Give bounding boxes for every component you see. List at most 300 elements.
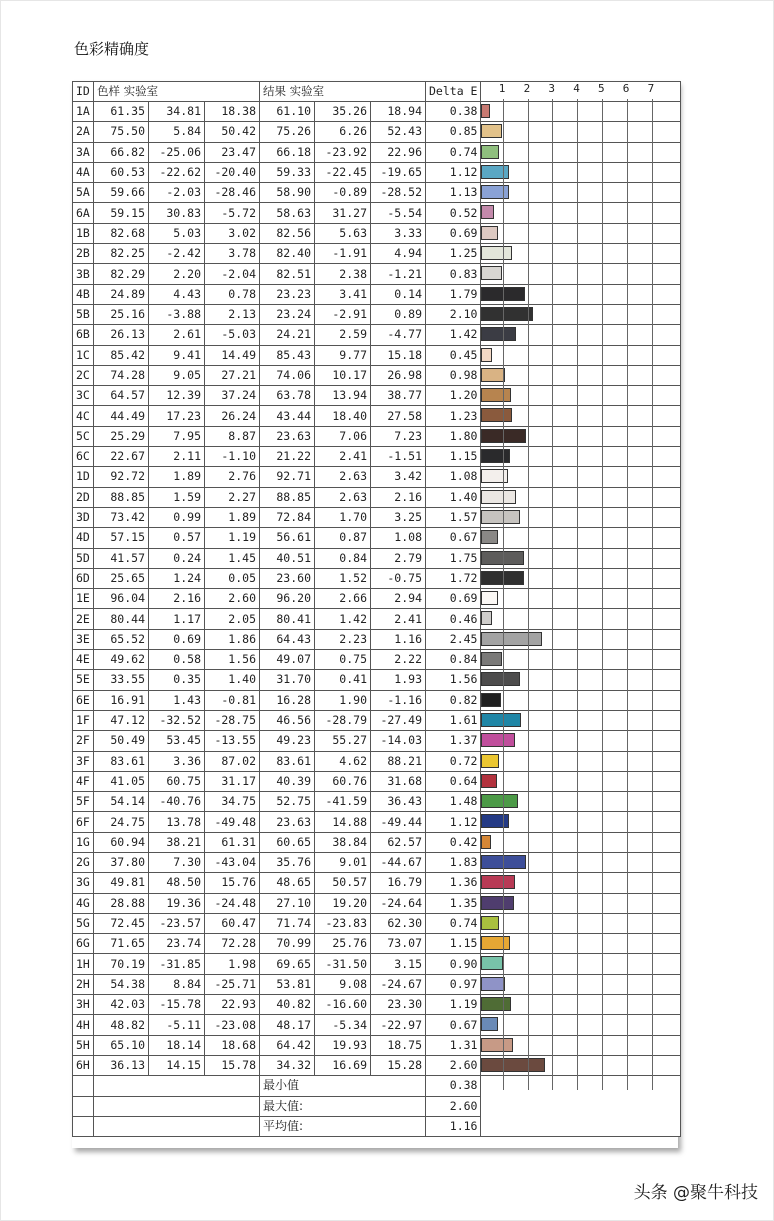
table-row — [73, 548, 681, 568]
result-lab-value: 2.79 — [371, 548, 426, 568]
result-lab-value: 1.42 — [315, 609, 371, 629]
result-lab-value: 85.43 — [260, 345, 315, 365]
delta-e-bar — [481, 408, 512, 422]
sample-lab-value: -23.57 — [149, 913, 205, 933]
sample-lab-value: 54.14 — [94, 792, 149, 812]
sample-lab-value: 71.65 — [94, 934, 149, 954]
delta-e-bar — [481, 490, 516, 504]
sample-lab-value: 72.28 — [205, 934, 260, 954]
result-lab-value: -14.03 — [371, 731, 426, 751]
result-lab-value: 3.15 — [371, 954, 426, 974]
result-lab-value: -28.52 — [371, 183, 426, 203]
result-lab-value: 23.63 — [260, 426, 315, 446]
delta-e-bar — [481, 124, 502, 138]
result-lab-value: -44.67 — [371, 852, 426, 872]
table-row — [73, 487, 681, 507]
sample-lab-value: 64.57 — [94, 386, 149, 406]
delta-e-bar — [481, 449, 510, 463]
result-lab-value: 14.88 — [315, 812, 371, 832]
result-lab-value: 7.23 — [371, 426, 426, 446]
sample-lab-value: 27.21 — [205, 365, 260, 385]
sample-lab-value: 3.02 — [205, 223, 260, 243]
row-id: 6H — [73, 1055, 94, 1075]
delta-e-value: 0.83 — [426, 264, 481, 284]
table-row — [73, 954, 681, 974]
delta-e-value: 1.31 — [426, 1035, 481, 1055]
delta-e-bar — [481, 348, 492, 362]
result-lab-value: 2.41 — [371, 609, 426, 629]
result-lab-value: -1.21 — [371, 264, 426, 284]
delta-e-bar — [481, 956, 503, 970]
table-row — [73, 1035, 681, 1055]
result-lab-value: 46.56 — [260, 710, 315, 730]
result-lab-value: 2.63 — [315, 467, 371, 487]
result-lab-value: 23.60 — [260, 568, 315, 588]
delta-e-bar — [481, 835, 491, 849]
delta-e-value: 1.20 — [426, 386, 481, 406]
result-lab-value: -41.59 — [315, 792, 371, 812]
sample-lab-value: -32.52 — [149, 710, 205, 730]
table-row — [73, 609, 681, 629]
sample-lab-value: 73.42 — [94, 507, 149, 527]
result-lab-value: 3.42 — [371, 467, 426, 487]
delta-e-bar — [481, 266, 502, 280]
result-lab-value: 21.22 — [260, 447, 315, 467]
row-id: 2D — [73, 487, 94, 507]
delta-e-bar — [481, 1017, 498, 1031]
sample-lab-value: 80.44 — [94, 609, 149, 629]
sample-lab-value: 34.75 — [205, 792, 260, 812]
result-lab-value: 24.21 — [260, 325, 315, 345]
sample-lab-value: 54.38 — [94, 974, 149, 994]
table-row — [73, 934, 681, 954]
delta-e-bar — [481, 1058, 545, 1072]
delta-e-bar — [481, 774, 497, 788]
result-lab-value: -24.67 — [371, 974, 426, 994]
delta-e-value: 0.52 — [426, 203, 481, 223]
sample-lab-value: 25.65 — [94, 568, 149, 588]
sample-lab-value: -2.04 — [205, 264, 260, 284]
delta-e-value: 2.10 — [426, 304, 481, 324]
result-lab-value: -1.16 — [371, 690, 426, 710]
sample-lab-value: -2.42 — [149, 244, 205, 264]
sample-lab-value: 28.88 — [94, 893, 149, 913]
result-lab-value: 0.87 — [315, 528, 371, 548]
result-lab-value: 75.26 — [260, 122, 315, 142]
result-lab-value: 2.41 — [315, 447, 371, 467]
sample-lab-value: 5.03 — [149, 223, 205, 243]
result-lab-value: 3.33 — [371, 223, 426, 243]
result-lab-value: 0.14 — [371, 284, 426, 304]
table-row — [73, 345, 681, 365]
result-lab-value: 49.23 — [260, 731, 315, 751]
table-row — [73, 223, 681, 243]
row-id: 6A — [73, 203, 94, 223]
delta-e-value: 1.37 — [426, 731, 481, 751]
table-row — [73, 792, 681, 812]
sample-lab-value: 2.13 — [205, 304, 260, 324]
table-row — [73, 873, 681, 893]
result-lab-value: -1.51 — [371, 447, 426, 467]
sample-lab-value: 48.50 — [149, 873, 205, 893]
row-id: 4D — [73, 528, 94, 548]
result-lab-value: 60.65 — [260, 832, 315, 852]
row-id: 1F — [73, 710, 94, 730]
result-lab-value: 18.75 — [371, 1035, 426, 1055]
row-id: 3C — [73, 386, 94, 406]
delta-e-bar — [481, 814, 509, 828]
result-lab-value: 40.82 — [260, 995, 315, 1015]
sample-lab-value: 34.81 — [149, 102, 205, 122]
result-lab-value: 1.93 — [371, 670, 426, 690]
table-row — [73, 304, 681, 324]
sample-lab-value: 0.57 — [149, 528, 205, 548]
sample-lab-value: 87.02 — [205, 751, 260, 771]
row-id: 2F — [73, 731, 94, 751]
delta-e-value: 1.83 — [426, 852, 481, 872]
delta-e-value: 1.48 — [426, 792, 481, 812]
sample-lab-value: -31.85 — [149, 954, 205, 974]
result-lab-value: 16.28 — [260, 690, 315, 710]
axis-gridline — [503, 99, 504, 1090]
sample-lab-value: 44.49 — [94, 406, 149, 426]
axis-gridline — [652, 99, 653, 1090]
table-row — [73, 528, 681, 548]
header-result-lab: 结果 实验室 — [260, 82, 426, 102]
result-lab-value: 1.70 — [315, 507, 371, 527]
table-row — [73, 447, 681, 467]
table-body — [73, 102, 681, 1137]
sample-lab-value: 1.40 — [205, 670, 260, 690]
result-lab-value: -4.77 — [371, 325, 426, 345]
sample-lab-value: 3.36 — [149, 751, 205, 771]
delta-e-value: 1.19 — [426, 995, 481, 1015]
delta-e-value: 1.42 — [426, 325, 481, 345]
result-lab-value: 9.01 — [315, 852, 371, 872]
table-row — [73, 670, 681, 690]
sample-lab-value: 23.47 — [205, 142, 260, 162]
result-lab-value: 2.22 — [371, 650, 426, 670]
result-lab-value: 35.76 — [260, 852, 315, 872]
sample-lab-value: 70.19 — [94, 954, 149, 974]
axis-tick-label: 5 — [598, 82, 605, 95]
table-header-row — [73, 82, 681, 102]
summary-blank — [73, 1076, 94, 1096]
row-id: 3B — [73, 264, 94, 284]
table-row — [73, 386, 681, 406]
row-id: 3D — [73, 507, 94, 527]
delta-e-bar — [481, 510, 520, 524]
delta-e-value: 2.45 — [426, 629, 481, 649]
result-lab-value: 59.33 — [260, 162, 315, 182]
sample-lab-value: 59.15 — [94, 203, 149, 223]
row-id: 4C — [73, 406, 94, 426]
sample-lab-value: 82.29 — [94, 264, 149, 284]
color-accuracy-table — [72, 81, 681, 1137]
delta-e-bar — [481, 307, 533, 321]
result-lab-value: 25.76 — [315, 934, 371, 954]
row-id: 3E — [73, 629, 94, 649]
row-id: 4E — [73, 650, 94, 670]
result-lab-value: 82.51 — [260, 264, 315, 284]
result-lab-value: 0.75 — [315, 650, 371, 670]
sample-lab-value: 23.74 — [149, 934, 205, 954]
page-title: 色彩精确度 — [74, 40, 150, 58]
row-id: 3F — [73, 751, 94, 771]
table-row — [73, 832, 681, 852]
delta-e-value: 1.08 — [426, 467, 481, 487]
result-lab-value: 2.59 — [315, 325, 371, 345]
result-lab-value: 19.20 — [315, 893, 371, 913]
result-lab-value: 26.98 — [371, 365, 426, 385]
sample-lab-value: 14.49 — [205, 345, 260, 365]
result-lab-value: -22.97 — [371, 1015, 426, 1035]
result-lab-value: 18.94 — [371, 102, 426, 122]
table-row — [73, 690, 681, 710]
result-lab-value: 64.42 — [260, 1035, 315, 1055]
summary-value: 0.38 — [426, 1076, 481, 1096]
result-lab-value: 15.28 — [371, 1055, 426, 1075]
result-lab-value: 60.76 — [315, 771, 371, 791]
result-lab-value: 88.21 — [371, 751, 426, 771]
result-lab-value: 9.77 — [315, 345, 371, 365]
table-row — [73, 771, 681, 791]
sample-lab-value: 41.57 — [94, 548, 149, 568]
sample-lab-value: 7.30 — [149, 852, 205, 872]
table-row — [73, 650, 681, 670]
result-lab-value: 1.90 — [315, 690, 371, 710]
axis-gridline — [552, 99, 553, 1090]
row-id: 5D — [73, 548, 94, 568]
table-row — [73, 142, 681, 162]
result-lab-value: 62.57 — [371, 832, 426, 852]
delta-e-bar — [481, 327, 516, 341]
result-lab-value: 2.66 — [315, 589, 371, 609]
sample-lab-value: 57.15 — [94, 528, 149, 548]
result-lab-value: -23.83 — [315, 913, 371, 933]
sample-lab-value: 1.24 — [149, 568, 205, 588]
sample-lab-value: 36.13 — [94, 1055, 149, 1075]
delta-e-bar — [481, 469, 508, 483]
result-lab-value: 53.81 — [260, 974, 315, 994]
sample-lab-value: 66.82 — [94, 142, 149, 162]
sample-lab-value: 22.67 — [94, 447, 149, 467]
result-lab-value: -23.92 — [315, 142, 371, 162]
row-id: 6E — [73, 690, 94, 710]
sample-lab-value: 2.11 — [149, 447, 205, 467]
delta-e-bar — [481, 246, 512, 260]
table-row — [73, 325, 681, 345]
delta-e-value: 0.74 — [426, 142, 481, 162]
sample-lab-value: -43.04 — [205, 852, 260, 872]
result-lab-value: 52.75 — [260, 792, 315, 812]
sample-lab-value: -5.72 — [205, 203, 260, 223]
row-id: 5C — [73, 426, 94, 446]
result-lab-value: 62.30 — [371, 913, 426, 933]
sample-lab-value: 9.05 — [149, 365, 205, 385]
delta-e-value: 0.84 — [426, 650, 481, 670]
summary-value: 2.60 — [426, 1096, 481, 1116]
sample-lab-value: 22.93 — [205, 995, 260, 1015]
result-lab-value: 88.85 — [260, 487, 315, 507]
table-row — [73, 102, 681, 122]
sample-lab-value: 9.41 — [149, 345, 205, 365]
delta-e-value: 0.67 — [426, 1015, 481, 1035]
delta-e-bar — [481, 997, 511, 1011]
result-lab-value: 70.99 — [260, 934, 315, 954]
result-lab-value: 2.23 — [315, 629, 371, 649]
summary-bar-blank — [481, 1116, 681, 1136]
delta-e-value: 1.13 — [426, 183, 481, 203]
sample-lab-value: -40.76 — [149, 792, 205, 812]
table-row — [73, 365, 681, 385]
delta-e-value: 2.60 — [426, 1055, 481, 1075]
delta-e-value: 1.57 — [426, 507, 481, 527]
sample-lab-value: -1.10 — [205, 447, 260, 467]
header-id: ID — [73, 82, 94, 102]
sample-lab-value: -22.62 — [149, 162, 205, 182]
table-row — [73, 1015, 681, 1035]
sample-lab-value: 60.75 — [149, 771, 205, 791]
result-lab-value: 40.39 — [260, 771, 315, 791]
sample-lab-value: 38.21 — [149, 832, 205, 852]
summary-blank — [94, 1096, 260, 1116]
sample-lab-value: 1.43 — [149, 690, 205, 710]
axis-gridline — [577, 99, 578, 1090]
result-lab-value: 36.43 — [371, 792, 426, 812]
table-row — [73, 426, 681, 446]
result-lab-value: 92.71 — [260, 467, 315, 487]
result-lab-value: -31.50 — [315, 954, 371, 974]
sample-lab-value: 1.89 — [149, 467, 205, 487]
delta-e-value: 0.98 — [426, 365, 481, 385]
delta-e-bar — [481, 733, 515, 747]
delta-e-value: 0.64 — [426, 771, 481, 791]
axis-gridline — [528, 99, 529, 1090]
delta-e-value: 0.90 — [426, 954, 481, 974]
result-lab-value: 18.40 — [315, 406, 371, 426]
row-id: 1H — [73, 954, 94, 974]
sample-lab-value: 8.87 — [205, 426, 260, 446]
sample-lab-value: 19.36 — [149, 893, 205, 913]
table-row — [73, 284, 681, 304]
delta-e-value: 1.72 — [426, 568, 481, 588]
sample-lab-value: -20.40 — [205, 162, 260, 182]
summary-bar-blank — [481, 1096, 681, 1116]
delta-e-bar — [481, 713, 521, 727]
sample-lab-value: 59.66 — [94, 183, 149, 203]
result-lab-value: -19.65 — [371, 162, 426, 182]
row-id: 2B — [73, 244, 94, 264]
row-id: 6D — [73, 568, 94, 588]
result-lab-value: 56.61 — [260, 528, 315, 548]
sample-lab-value: 48.82 — [94, 1015, 149, 1035]
header-delta-e: Delta E — [426, 82, 481, 102]
sample-lab-value: 72.45 — [94, 913, 149, 933]
sample-lab-value: -15.78 — [149, 995, 205, 1015]
delta-e-bar — [481, 530, 498, 544]
result-lab-value: -22.45 — [315, 162, 371, 182]
table-row — [73, 974, 681, 994]
result-lab-value: 16.69 — [315, 1055, 371, 1075]
delta-e-bar — [481, 205, 494, 219]
row-id: 1D — [73, 467, 94, 487]
row-id: 4H — [73, 1015, 94, 1035]
result-lab-value: 71.74 — [260, 913, 315, 933]
table-row — [73, 568, 681, 588]
result-lab-value: -0.75 — [371, 568, 426, 588]
summary-row — [73, 1076, 681, 1096]
table-row — [73, 913, 681, 933]
sample-lab-value: 25.16 — [94, 304, 149, 324]
row-id: 5G — [73, 913, 94, 933]
result-lab-value: 80.41 — [260, 609, 315, 629]
sample-lab-value: 2.60 — [205, 589, 260, 609]
result-lab-value: 58.90 — [260, 183, 315, 203]
delta-e-bar — [481, 652, 502, 666]
delta-e-bar — [481, 104, 490, 118]
sample-lab-value: 53.45 — [149, 731, 205, 751]
axis-tick-label: 2 — [523, 82, 531, 95]
delta-e-value: 0.69 — [426, 589, 481, 609]
row-id: 5F — [73, 792, 94, 812]
summary-blank — [73, 1116, 94, 1136]
result-lab-value: 83.61 — [260, 751, 315, 771]
sample-lab-value: 17.23 — [149, 406, 205, 426]
row-id: 3A — [73, 142, 94, 162]
sample-lab-value: 61.35 — [94, 102, 149, 122]
sample-lab-value: 24.75 — [94, 812, 149, 832]
row-id: 4A — [73, 162, 94, 182]
result-lab-value: 48.65 — [260, 873, 315, 893]
delta-e-value: 1.40 — [426, 487, 481, 507]
sample-lab-value: 60.53 — [94, 162, 149, 182]
sample-lab-value: 42.03 — [94, 995, 149, 1015]
sample-lab-value: 49.62 — [94, 650, 149, 670]
row-id: 5E — [73, 670, 94, 690]
sample-lab-value: 0.58 — [149, 650, 205, 670]
result-lab-value: 52.43 — [371, 122, 426, 142]
sample-lab-value: -49.48 — [205, 812, 260, 832]
row-id: 3G — [73, 873, 94, 893]
summary-label: 平均值: — [260, 1116, 426, 1136]
result-lab-value: 23.30 — [371, 995, 426, 1015]
result-lab-value: 43.44 — [260, 406, 315, 426]
sample-lab-value: -25.71 — [205, 974, 260, 994]
result-lab-value: 50.57 — [315, 873, 371, 893]
sample-lab-value: -23.08 — [205, 1015, 260, 1035]
result-lab-value: 5.63 — [315, 223, 371, 243]
watermark: 头条 @聚牛科技 — [633, 1183, 758, 1203]
result-lab-value: 31.70 — [260, 670, 315, 690]
delta-e-bar — [481, 875, 515, 889]
sample-lab-value: -28.46 — [205, 183, 260, 203]
sample-lab-value: 0.24 — [149, 548, 205, 568]
row-id: 5A — [73, 183, 94, 203]
result-lab-value: -27.49 — [371, 710, 426, 730]
delta-e-value: 1.36 — [426, 873, 481, 893]
result-lab-value: 2.16 — [371, 487, 426, 507]
sample-lab-value: 82.68 — [94, 223, 149, 243]
table-row — [73, 467, 681, 487]
result-lab-value: 38.77 — [371, 386, 426, 406]
table-row — [73, 264, 681, 284]
table-row — [73, 751, 681, 771]
sample-lab-value: 1.59 — [149, 487, 205, 507]
delta-e-value: 1.61 — [426, 710, 481, 730]
delta-e-value: 1.12 — [426, 812, 481, 832]
summary-value: 1.16 — [426, 1116, 481, 1136]
